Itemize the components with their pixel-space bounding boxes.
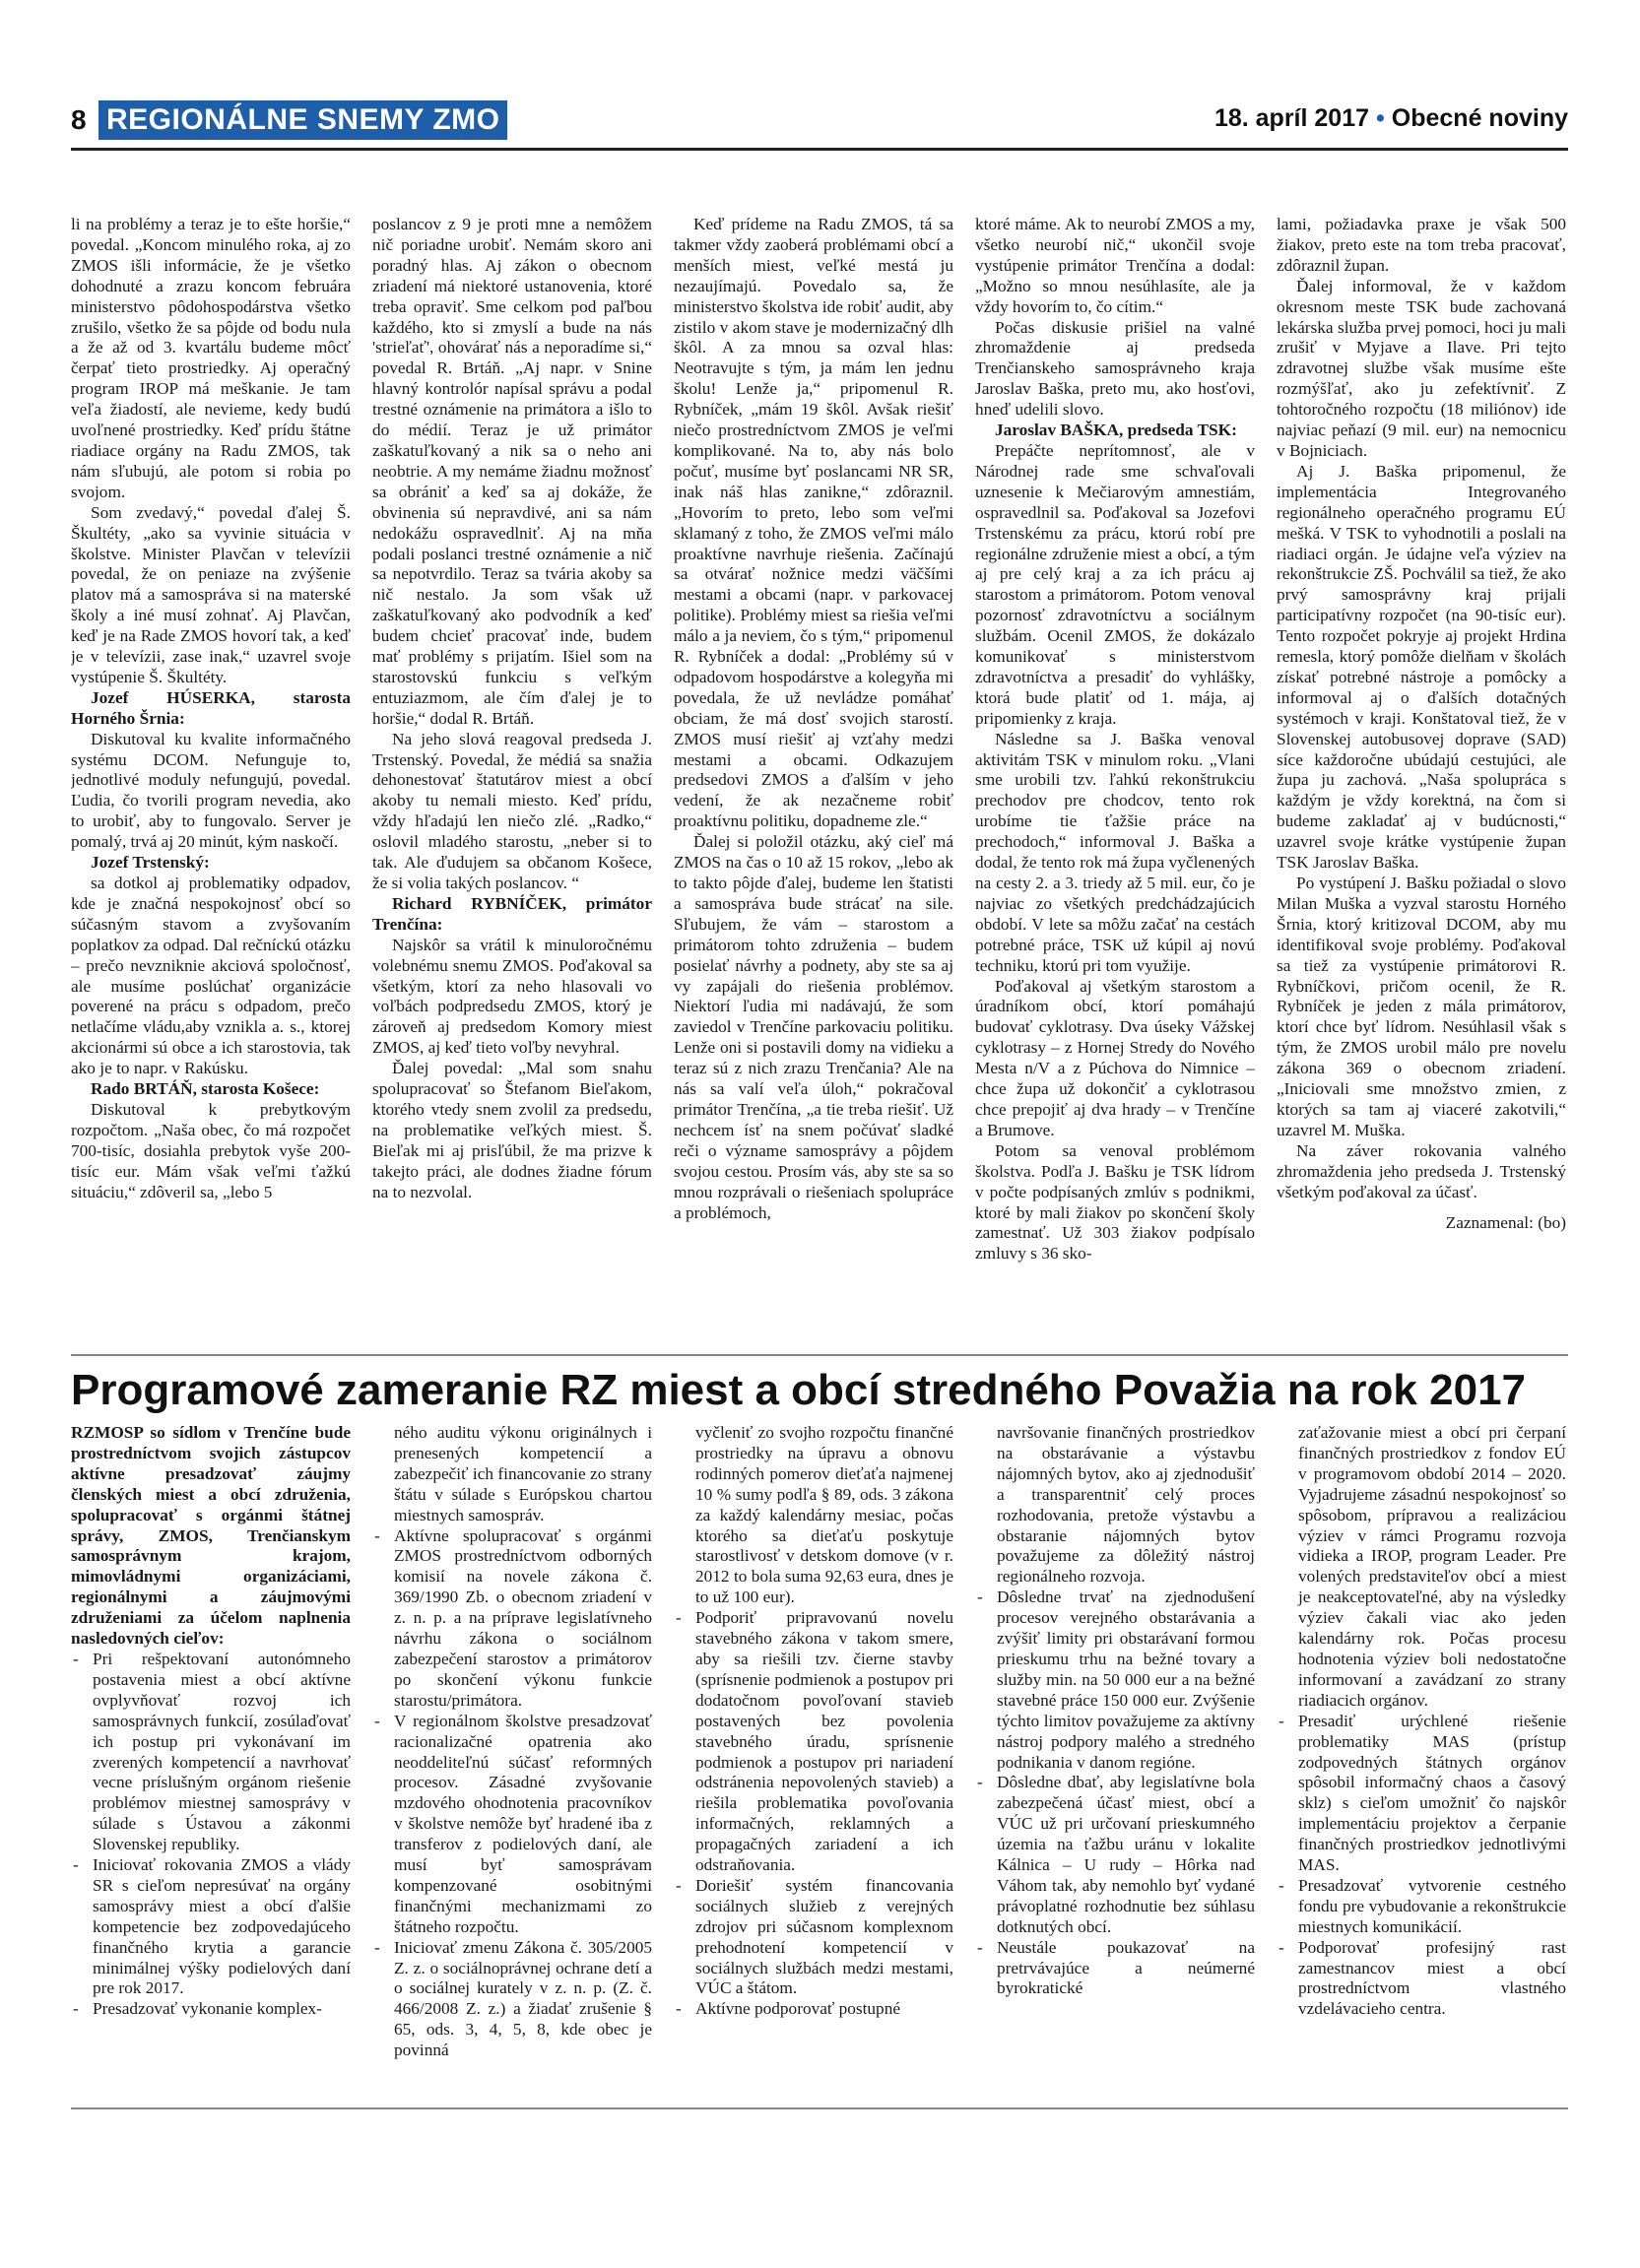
issue-date: 18. apríl 2017: [1214, 104, 1370, 132]
list-dash: -: [676, 1875, 682, 1895]
article-paragraph: Prepáčte neprítomnosť, ale v Národnej rade sme schvaľovali uznesenie k Mečiarovým amnestiám, ospravedlnil sa. Poďakoval sa Jozefovi Trstenskému za prácu, ktorú robí pre regionálne združenie miest a obcí, a tým aj pre celý kraj a za ich prácu aj starostom a primátorom. Potom venoval pozornosť zdravotníctvu a sociálnym službám. Ocenil ZMOS, že dokázalo komunikovať s ministerstvom zdravotníctva a presadiť do vyhlášky, ktorá bude platiť od 1. mája, aj pripomienky z kraja.: [975, 440, 1255, 728]
speaker-byline: Jozef HÚSERKA, starosta Horného Šrnia:: [71, 687, 351, 728]
list-dash: -: [73, 1999, 79, 2019]
article-separator-rule: [71, 1354, 1568, 1356]
article-bottom-column-1: [71, 1423, 351, 2103]
goal-list-item: [71, 1999, 351, 2020]
goal-list-item: [975, 1938, 1255, 2000]
section-title: REGIONÁLNE SNEMY ZMO: [98, 100, 507, 140]
page-number: 8: [71, 104, 87, 135]
list-dash: -: [676, 1608, 682, 1628]
list-dash: -: [977, 1773, 983, 1792]
article-top-column-5: [1277, 215, 1566, 1342]
article-paragraph: Poďakoval aj všetkým starostom a úradníkom obcí, ktorí pomáhajú budovať cyklotrasy. Dva úseky Vážskej cyklotrasy – z Hornej Stredy do Nového Mesta n/V a z Púchova do Nimnice – chce župa už dokončiť a cyklotrasou chce prepojiť aj dva hrady – v Trenčíne a Brumove.: [975, 976, 1255, 1139]
article-paragraph: Po vystúpení J. Bašku požiadal o slovo Milan Muška a vyzval starostu Horného Šrnia, ktorý kritizoval DCOM, aby mu identifikoval svoje problémy. Poďakoval sa tiež za vystúpenie primátorovi R. Rybníčkovi, pričom ocenil, že R. Rybníček je jeden z mála primátorov, ktorí chce byť lídrom. Nesúhlasil však s tým, že ZMOS urobil málo pre novelu zákona 369 o obecnom zriadení. „Iniciovali sme množstvo zmien, z ktorých sa tam aj viaceré zakotvili,“ uzavrel M. Muška.: [1277, 874, 1566, 1139]
goal-list-item-text: Presadzovať vykonanie komplex-: [93, 1999, 322, 2019]
goal-list-item: [975, 1588, 1255, 1773]
goal-list-item-continued: zaťažovanie miest a obcí pri čerpaní finančných prostriedkov z fondov EÚ v programovom období 2014 – 2020. Vyjadrujeme zásadnú nespokojnosť so spôsobom, prípravou a realizáciou výziev v rámci Programu rozvoja vidieka a IROP, program Leader. Pre volených predstaviteľov obcí a miest je neakceptovateľné, aby na výsledky výziev čakali viac ako jeden kalendárny rok. Počas procesu hodnotenia výziev boli nedostatočne informovaní a zavádzaní zo strany riadiacich orgánov.: [1298, 1423, 1566, 1710]
goal-list-item: [372, 1712, 652, 1938]
article-top-column-2: [372, 215, 652, 1342]
article-paragraph: Následne sa J. Baška venoval aktivitám TSK v minulom roku. „Vlani sme urobili tzv. ľahkú rekonštrukciu prechodov pre chodcov, tento rok urobíme tie ťažšie práce na prechodoch,“ informoval J. Baška a dodal, že tento rok má župa vyčlenených na cesty 2. a 3. triedy až 5 mil. eur, čo je najviac zo všetkých predchádzajúcich období. V lete sa môžu začať na cestách potrebné práce, TSK už kúpil aj novú techniku, ktorú pri tom využije.: [975, 729, 1255, 975]
goal-list-item: [674, 1876, 953, 1999]
goal-list-item-text: Neustále poukazovať na pretrvávajúce a neúmerné byrokratické: [997, 1937, 1255, 1998]
goal-list-item: [674, 1999, 953, 2020]
list-dash: -: [374, 1937, 380, 1957]
article-paragraph: Keď prídeme na Radu ZMOS, tá sa takmer vždy zaoberá problémami obcí a menších miest, veľké mestá ju nezaujímajú. Povedalo sa, že ministerstvo školstva ide robiť audit, aby zistilo v akom stave je modernizačný dlh škôl. A za mnou sa ozval hlas: Neotravujte s tým, ja mám len jednu školu! Lenže ja,“ pripomenul R. Rybníček, „mám 19 škôl. Avšak riešiť niečo prostredníctvom ZMOS je veľmi komplikované. Na to, aby nás bolo počuť, musíme byť poslancami NR SR, inak náš hlas zanikne,“ zdôraznil. „Hovorím to preto, lebo som veľmi sklamaný z toho, že ZMOS veľmi málo proaktívne navrhuje riešenia. Začínajú sa otvárať nožnice medzi väčšími mestami a obcami (napr. v parkovacej politike). Problémy miest sa riešia veľmi málo a ja neviem, čo s tým,“ pripomenul R. Rybníček a dodal: „Problémy sú v odpadovom hospodárstve a kolegyňa mi povedala, že už nevládze pomáhať obciam, že má dosť svojich starostí. ZMOS musí riešiť aj vzťahy medzi mestami a obcami. Odkazujem predsedovi ZMOS a ďalším v jeho vedení, že ak nezačneme robiť proaktívnu politiku, dopadneme zle.“: [674, 215, 953, 831]
list-dash: -: [977, 1588, 983, 1607]
article-paragraph: lami, požiadavka praxe je však 500 žiakov, preto este na tom treba pracovať, zdôraznil župan.: [1277, 215, 1566, 275]
article-paragraph: Najskôr sa vrátil k minuloročnému volebnému snemu ZMOS. Poďakoval sa všetkým, ktorí za neho hlasovali vo voľbách podpredsedu ZMOS, ktorý je zároveň aj predsedom Komory miest ZMOS, aj keď tieto voľby nevyhral.: [372, 935, 652, 1058]
list-dash: -: [73, 1649, 79, 1668]
article-paragraph: Aj J. Baška pripomenul, že implementácia Integrovaného regionálneho operačného programu EÚ mešká. V TSK to vyhodnotili a poslali na riadiaci orgán. Je údajne veľa výziev na rekonštrukcie ZŠ. Pochválil sa tiež, že ako prvý samosprávny kraj prijali participatívny rozpočet (na 90-tisíc eur). Tento rozpočet pokryje aj projekt Hrdina remesla, ktorý pomôže dielňam v školách získať potrebné nástroje a pomôcky a informoval aj o ďalších dotačných systémoch v kraji. Konštatoval tiež, že v Slovenskej autobusovej doprave (SAD) síce každoročne ubúdajú cestujúci, ale župa ju zachová. „Naša spolupráca s každým je vždy korektná, na čom si budeme zakladať aj v budúcnosti,“ uzavrel svoje krátke vystúpenie župan TSK Jaroslav Baška.: [1277, 461, 1566, 873]
list-dash: -: [977, 1937, 983, 1957]
header-rule: [71, 148, 1568, 151]
article-bottom-column-3: [674, 1423, 953, 2103]
goal-list-item-text: Presadiť urýchlené riešenie problematiky MAS (prístup zodpovedných štátnych orgánov spôsobil informačný chaos a časový sklz) s cieľom umožniť čo najskôr implementáciu projektov a čerpanie finančných prostriedkov jednotlivými MAS.: [1298, 1711, 1566, 1875]
page-header: [71, 98, 1568, 148]
issue-info: [1214, 104, 1568, 133]
goal-list-item-text: V regionálnom školstve presadzovať racionalizačné opatrenia ako neoddeliteľnú súčasť reformných procesov. Zásadné zvyšovanie mzdového ohodnotenia pracovníkov v školstve nemôže byť hradené iba z transferov z podielových daní, ale musí byť samosprávam kompenzované osobitnými finančnými mechanizmami zo štátneho rozpočtu.: [394, 1711, 652, 1936]
goal-list-item-text: Pri rešpektovaní autonómneho postavenia miest a obcí aktívne ovplyvňovať rozvoj ich samosprávnych funkcií, zosúlaďovať ich postup pri vykonávaní im zverených kompetencií a navrhovať vecne príslušným orgánom riešenie problémov miestnej samosprávy v súlade s Ústavou a zákonmi Slovenskej republiky.: [93, 1649, 351, 1854]
goal-list-item: [372, 1526, 652, 1712]
goal-list-item: [975, 1773, 1255, 1937]
goal-list-item: [1277, 1712, 1566, 1876]
goal-list-item: [71, 1650, 351, 1855]
goal-list-item-text: Dôsledne dbať, aby legislatívne bola zabezpečená účasť miest, obcí a VÚC už pri určovaní prieskumného územia na ťažbu uránu v lokalite Kálnica – U rudy – Hôrka nad Váhom tak, aby nemohlo byť vydané právoplatné rozhodnutie bez súhlasu dotknutých obcí.: [997, 1773, 1255, 1936]
goal-list-item-text: Doriešiť systém financovania sociálnych služieb z verejných zdrojov pri súčasnom komplexnom prehodnotení kompetencií v sociálnych službách medzi mestami, VÚC a štátom.: [695, 1875, 953, 1998]
list-dash: -: [374, 1711, 380, 1730]
list-dash: -: [374, 1525, 380, 1545]
article-paragraph: Ďalej si položil otázku, aký cieľ má ZMOS na čas o 10 až 15 rokov, „lebo ak to takto pôjde ďalej, budeme len štatisti a samospráva bude strácať na sile. Sľubujem, že vám – starostom a primátorom tohto združenia – budem posielať návrhy a podnety, aby ste sa aj vy zapájali do riešenia problémov. Niektorí ľudia mi nadávajú, že som zaviedol v Trenčíne parkovaciu politiku. Lenže oni si postavili domy na vidieku a teraz sú z nich zrazu Trenčania? Ale na nás sa valí veľa úloh,“ pokračoval primátor Trenčína, „a tie treba riešiť. Už nechcem ísť na snem počúvať sladké reči o význame samosprávy a pôjdem svojou cestou. Prosím vás, aby ste sa so mnou rozprávali o riešeniach spolupráce a problémoch,: [674, 832, 953, 1222]
article-paragraph: Diskutoval ku kvalite informačného systému DCOM. Nefunguje to, jednotlivé moduly nefungujú, povedal. Ľudia, čo tvorili program nevedia, ako to urobiť, aby to fungovalo. Server je pomalý, trvá aj 20 minút, kým naskočí.: [71, 729, 351, 852]
article-paragraph: li na problémy a teraz je to ešte horšie,“ povedal. „Koncom minulého roka, aj zo ZMOS išli informácie, že je všetko dohodnuté a zrazu koncom februára ministerstvo pôdohospodárstva všetko zrušilo, všetko že sa pôjde od bodu nula a že až od 3. kvartálu budeme môcť čerpať tieto prostriedky. Aj operačný program IROP má meškanie. Je tam veľa žiadostí, ale nevieme, kedy budú uvoľnené prostriedky. Keď prídu štátne riadiace orgány na Radu ZMOS, tak nám sľubujú, ale potom si robia po svojom.: [71, 215, 351, 501]
goal-list-item-text: Aktívne podporovať postupné: [695, 1999, 901, 2019]
article-bottom-column-4: [975, 1423, 1255, 2103]
goal-list-item: [372, 1938, 652, 2061]
article-paragraph: Diskutoval k prebytkovým rozpočtom. „Naša obec, čo má rozpočet 700-tisíc, dosiahla prebytok vyše 200-tisíc eur. Mám však veľmi ťažkú situáciu,“ zdôveril sa, „lebo 5: [71, 1099, 351, 1201]
article-paragraph: Ďalej informoval, že v každom okresnom meste TSK bude zachovaná lekárska služba prvej pomoci, hoci ju mali zrušiť v Myjave a Ilave. Pri tejto zdravotnej službe však musíme ešte rozmýšľať, ako ju zefektívniť. Z tohtoročného rozpočtu (18 miliónov) ide najviac peňazí (9 mil. eur) na nemocnicu v Bojniciach.: [1277, 276, 1566, 460]
goal-list-item: [1277, 1938, 1566, 2021]
article-top-column-1: [71, 215, 351, 1342]
lead-paragraph: RZMOSP so sídlom v Trenčíne bude prostredníctvom svojich zástupcov aktívne presadzovať záujmy členských miest a obcí združenia, spolupracovať s orgánmi štátnej správy, ZMOS, Trenčianskym samosprávnym krajom, mimovládnymi organizáciami, regionálnymi a záujmovými združeniami za účelom naplnenia nasledovných cieľov:: [71, 1423, 351, 1649]
article-paragraph: Na jeho slová reagoval predseda J. Trstenský. Povedal, že médiá sa snažia dehonestovať štatutárov miest a obcí akoby tu nemali miesto. Keď prídu, vždy hľadajú len niečo zlé. „Radko,“ oslovil mladého starostu, „neber si to tak. Ale ďudujem sa občanom Košece, že si volia takých poslancov. “: [372, 729, 652, 892]
goal-list-item-text: Dôsledne trvať na zjednodušení procesov verejného obstarávania a zvýšiť limity pri obstarávaní formou prieskumu trhu na bežné tovary a služby min. na 50 000 eur a na bežné stavebné práce 150 000 eur. Zvýšenie týchto limitov považujeme za aktívny nástroj podpory malého a stredného podnikania v danom regióne.: [997, 1588, 1255, 1772]
speaker-byline: Jaroslav BAŠKA, predseda TSK:: [995, 421, 1237, 440]
goal-list-item: [71, 1855, 351, 1999]
list-dash: -: [1279, 1711, 1284, 1730]
article-headline: Programové zameranie RZ miest a obcí stredného Považia na rok 2017: [71, 1366, 1527, 1414]
goal-list-item-continued: ného auditu výkonu originálnych i prenesených kompetencií a zabezpečiť ich financovanie zo strany štátu v súlade s Európskou chartou miestnych samospráv.: [394, 1423, 652, 1524]
list-dash: -: [73, 1855, 79, 1875]
speaker-byline: Jozef Trstenský:: [91, 853, 210, 873]
article-paragraph: Počas diskusie prišiel na valné zhromaždenie aj predseda Trenčianskeho samosprávneho kraja Jaroslav Baška, preto mu, ako hosťovi, hneď udelili slovo.: [975, 317, 1255, 420]
goal-list-item-continued: vyčleniť zo svojho rozpočtu finančné prostriedky na úpravu a obnovu rodinných pomerov dieťaťa najmenej 10 % sumy podľa § 89, ods. 3 zákona za každý kalendárny mesiac, počas ktorého sa dieťaťu poskytuje starostlivosť v detskom domove (v r. 2012 to bola suma 92,63 eura, dnes je to už 100 eur).: [695, 1423, 953, 1607]
article-paragraph: poslancov z 9 je proti mne a nemôžem nič poriadne urobiť. Nemám skoro ani poradný hlas. Aj zákon o obecnom zriadení má niektoré ustanovenia, ktoré treba opraviť. Sme celkom pod paľbou každého, kto si zmyslí a bude na nás 'strieľať', ohovárať nás a neporadíme si,“ povedal R. Brtáň. „Aj napr. v Snine hlavný kontrolór napísal správu a podal trestné oznámenie na primátora a išlo to do médií. Teraz je už primátor zaškatuľkovaný a nik sa o neho ani neobtrie. A my nemáme žiadnu možnosť sa obrániť a keď sa aj dokáže, že obvinenia sú nepravdivé, ani sa nám nedokážu ospravedlniť. Aj na mňa podali poslanci trestné oznámenie a nič sa nepotvrdilo. Teraz sa tvária akoby sa nič nestalo. Ja som však už zaškatuľkovaný ako podvodník a keď budem chcieť pracovať inde, budem mať problémy s prijatím. Išiel som na starostovskú funkciu s veľkým entuziazmom, ale čím ďalej je to horšie,“ dodal R. Brtáň.: [372, 215, 652, 728]
goal-list-item-text: Aktívne spolupracovať s orgánmi ZMOS prostredníctvom odborných komisií na novele zákona č. 369/1990 Zb. o obecnom zriadení v z. n. p. a na príprave legislatívneho návrhu zákona o sociálnom zabezpečení starostov a primátorov po skončení výkonu funkcie starostu/primátora.: [394, 1525, 652, 1710]
newspaper-name: Obecné noviny: [1391, 104, 1568, 132]
list-dash: -: [1279, 1937, 1284, 1957]
article-top-column-3: [674, 215, 953, 1342]
footer-rule: [71, 2107, 1568, 2109]
goal-list-item-text: Podporiť pripravovanú novelu stavebného zákona v takom smere, aby sa riešili tzv. čierne stavby (sprísnenie podmienok a postupov pri dodatočnom povoľovaní stavieb postavených bez povolenia stavebného úradu, sprísnenie podmienok a postupov pri nariadení odstránenia nepovolených stavieb) a riešila problematika povoľovania informačných, reklamných a propagačných zariadení a ich odstraňovania.: [695, 1608, 953, 1875]
goal-list-item-continued: navršovanie finančných prostriedkov na obstarávanie a výstavbu nájomných bytov, ako aj zjednodušiť a transparentniť celý proces rozhodovania, pretože výstavbu a obstaranie nájomných bytov považujeme za dôležitý nástroj regionálneho rozvoja.: [997, 1423, 1255, 1587]
list-dash: -: [676, 1999, 682, 2019]
article-paragraph: Som zvedavý,“ povedal ďalej Š. Škultéty, „ako sa vyvinie situácia v školstve. Minister Plavčan v televízii povedal, že on peniaze na zvýšenie platov má a samospráva si na materské školy a iné musí zohnať. Aj Plavčan, keď je na Rade ZMOS hovorí tak, a keď je v televízii, zase inak,“ uzavrel svoje vystúpenie Š. Škultéty.: [71, 502, 351, 686]
article-paragraph: sa dotkol aj problematiky odpadov, kde je značná nespokojnosť obcí so súčasným stavom a zvyšovaním poplatkov za odpad. Dal rečníckú otázku – prečo nevzniknie akciová spoločnosť, ale musíme poslúchať organizácie poverené na prácu s odpadom, prečo netlačíme vládu,aby vznikla a. s., ktorej akcionármi sú obce a ich starostovia, tak ako je to napr. v Rakúsku.: [71, 874, 351, 1078]
goal-list-item-text: Podporovať profesijný rast zamestnancov miest a obcí prostredníctvom vlastného vzdelávacieho centra.: [1298, 1937, 1566, 2019]
goal-list-item-text: Iniciovať rokovania ZMOS a vlády SR s cieľom nepresúvať na orgány samosprávy miest a obcí ďalšie kompetencie bez zodpovedajúceho finančného krytia a garancie minimálnej výšky podielových daní pre rok 2017.: [93, 1855, 351, 1998]
article-bottom-column-5: [1277, 1423, 1566, 2103]
speaker-byline: Rado BRTÁŇ, starosta Košece:: [91, 1079, 320, 1099]
goal-list-item: [1277, 1876, 1566, 1938]
article-top-column-4: [975, 215, 1255, 1342]
goal-list-item-text: Iniciovať zmenu Zákona č. 305/2005 Z. z. o sociálnoprávnej ochrane detí a o sociálnej kurately v z. n. p. (Z. č. 466/2008 Z. z.) a žiadať zrušenie § 65, ods. 3, 4, 5, 8, kde obec je povinná: [394, 1937, 652, 2060]
article-bottom-column-2: [372, 1423, 652, 2103]
speaker-byline: Richard RYBNÍČEK, primátor Trenčína:: [372, 893, 652, 934]
list-dash: -: [1279, 1875, 1284, 1895]
article-paragraph: ktoré máme. Ak to neurobí ZMOS a my, všetko neurobí nič,“ ukončil svoje vystúpenie primátor Trenčína a dodal: „Možno so mnou nesúhlasíte, ale ja vždy hovorím to, čo cítim.“: [975, 215, 1255, 316]
article-paragraph: Na záver rokovania valného zhromaždenia jeho predseda J. Trstenský všetkým poďakoval za účasť.: [1277, 1140, 1566, 1201]
goal-list-item: [674, 1608, 953, 1876]
article-paragraph: Ďalej povedal: „Mal som snahu spolupracovať so Štefanom Bieľakom, ktorého vtedy snem zvolil za predsedu, na problematike veľkých miest. Š. Bieľak mi aj prisľúbil, že ma prizve k takejto práci, ale dodnes žiadne fórum na to nezvolal.: [372, 1059, 652, 1201]
goal-list-item-text: Presadzovať vytvorenie cestného fondu pre vybudovanie a rekonštrukcie miestnych komunikácií.: [1298, 1875, 1566, 1936]
author-credit: Zaznamenal: (bo): [1445, 1212, 1566, 1232]
separator-bullet: •: [1376, 104, 1385, 132]
article-paragraph: Potom sa venoval problémom školstva. Podľa J. Bašku je TSK lídrom v počte podpísaných zmlúv s podnikmi, ktoré by mali žiakov po skončení školy zamestnať. Už 303 žiakov podpísalo zmluvy s 36 sko-: [975, 1140, 1255, 1264]
